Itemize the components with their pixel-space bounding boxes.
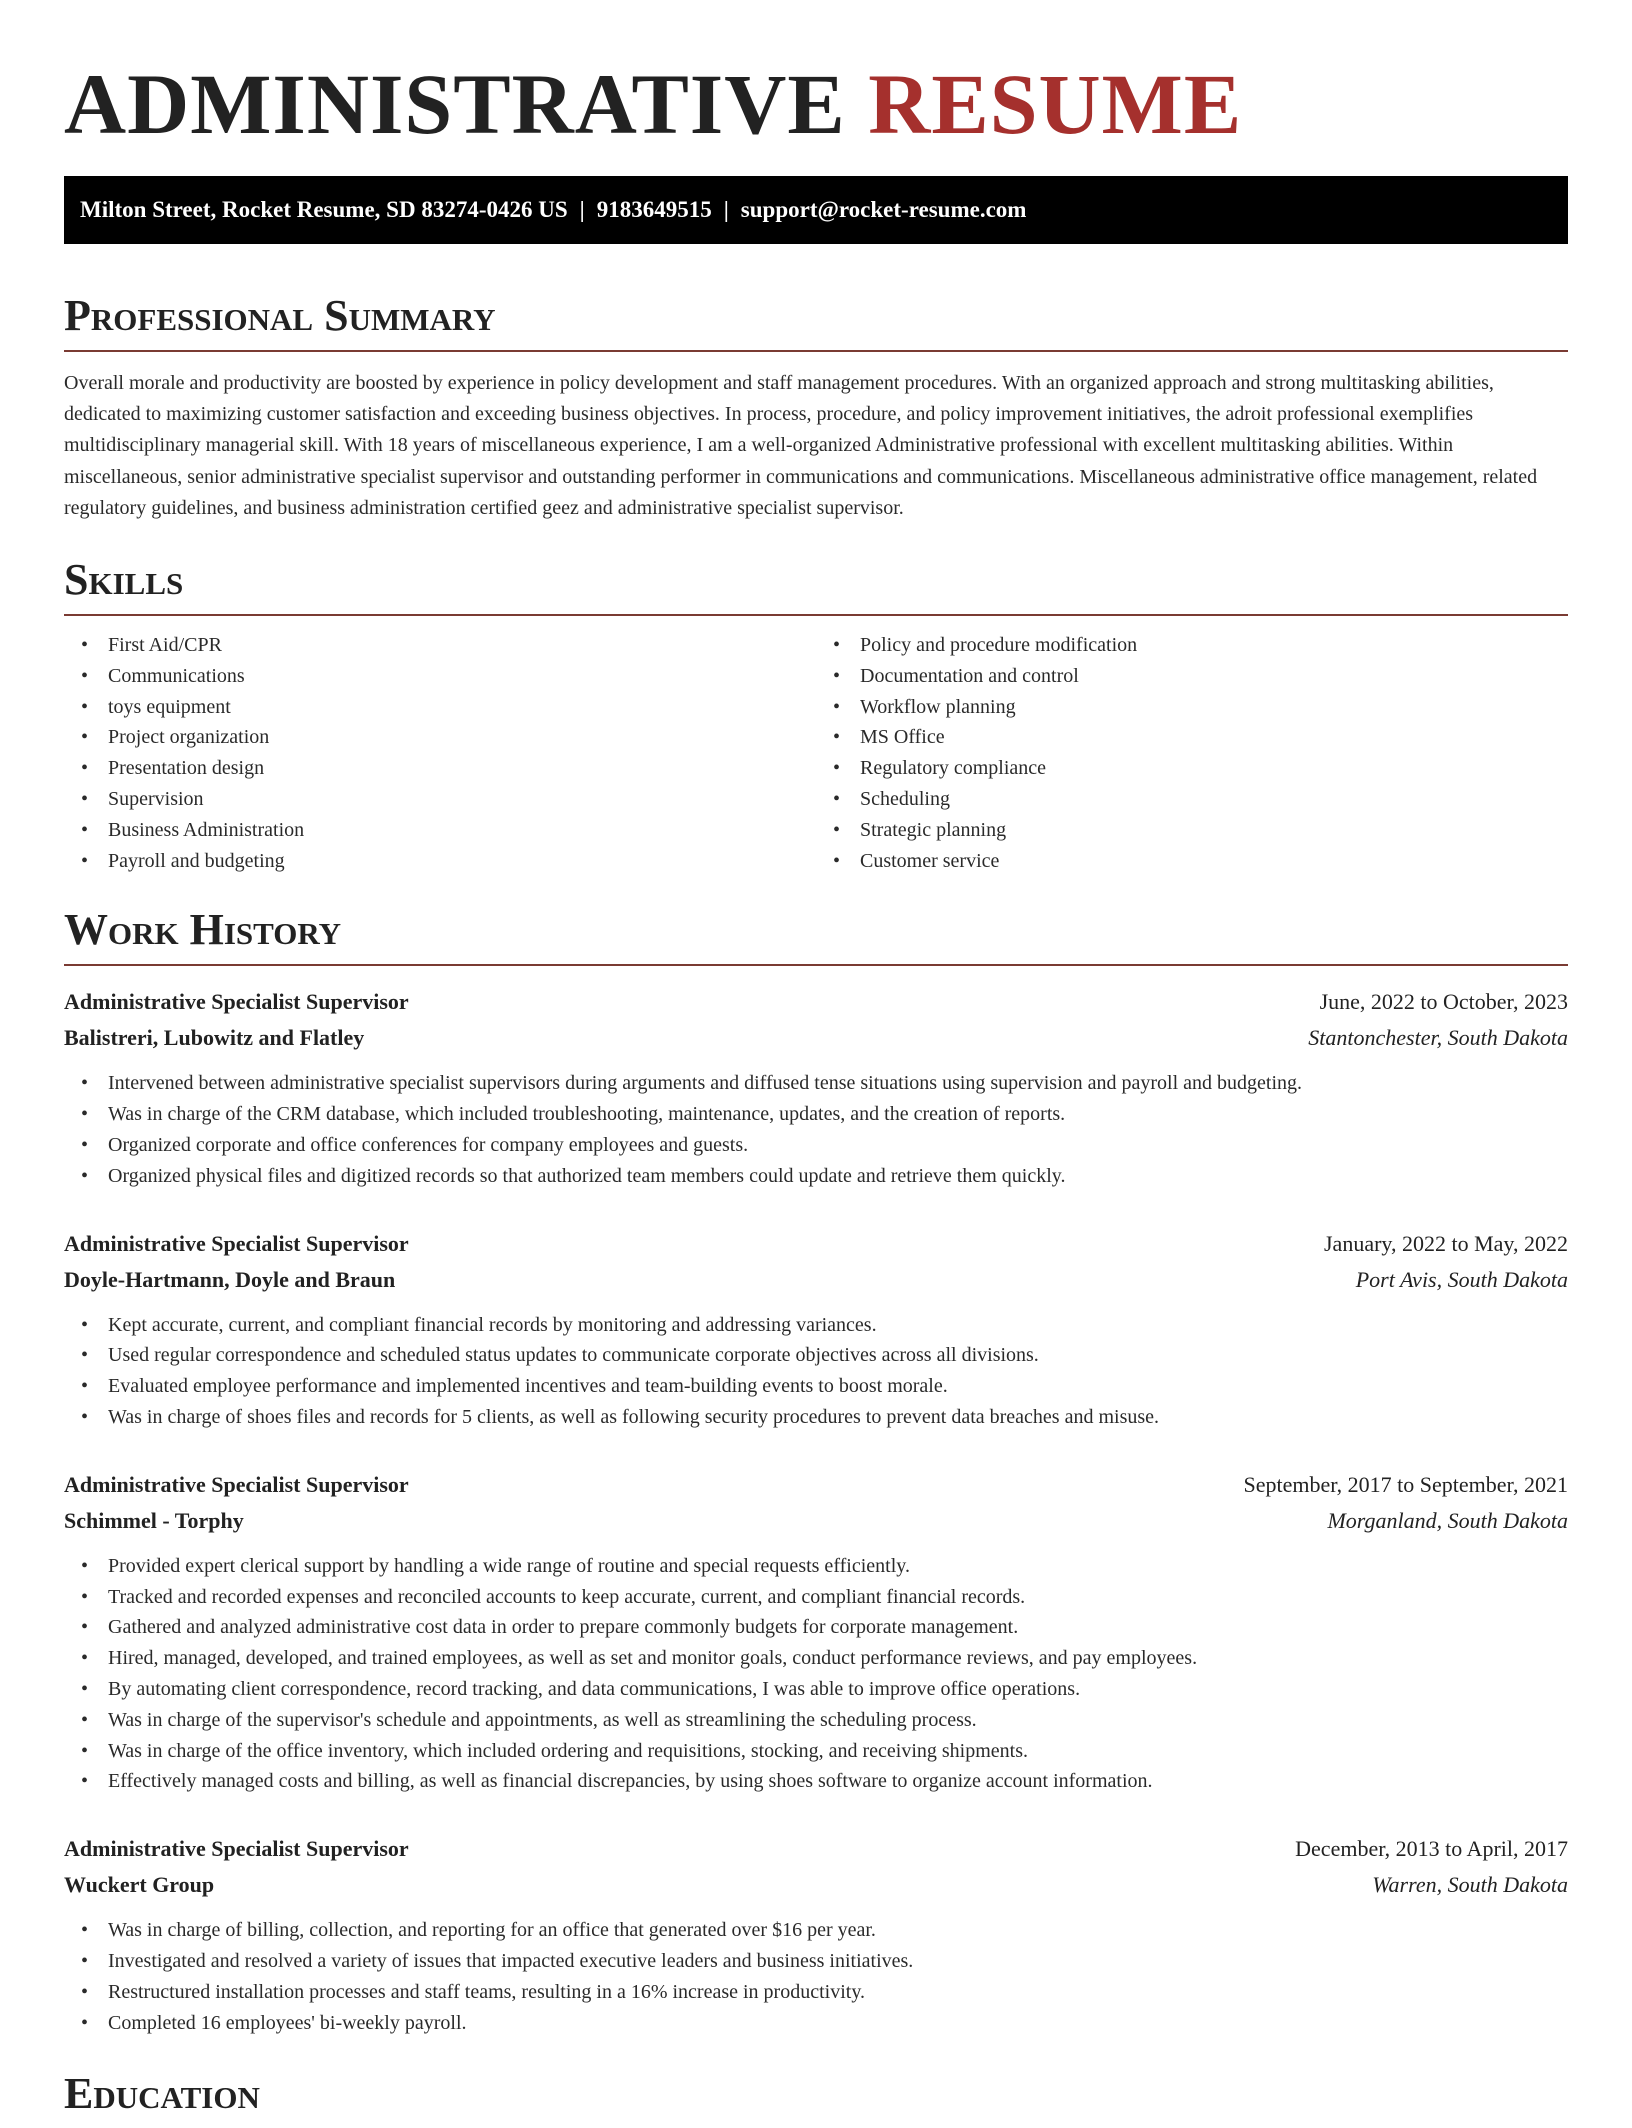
skill-item: • Documentation and control [860,661,1568,692]
job-bullet: • Tracked and recorded expenses and reconciled accounts to keep accurate, current, and compliant financial records. [108,1582,1568,1613]
skill-item: • Strategic planning [860,815,1568,846]
job-bullet: • Kept accurate, current, and compliant financial records by monitoring and addressing variances. [108,1310,1568,1341]
job-bullet: • Was in charge of the supervisor's schedule and appointments, as well as streamlining the scheduling process. [108,1705,1568,1736]
job-bullets [64,1915,1568,2038]
job-bullet: • Hired, managed, developed, and trained employees, as well as set and monitor goals, conduct performance reviews, and pay employees. [108,1643,1568,1674]
job-company-row [64,1503,1568,1539]
job-location: Port Avis, South Dakota [1355,1266,1568,1292]
job-entry [64,984,1568,1191]
job-bullets [64,1551,1568,1797]
resume-title [64,0,1568,176]
job-bullets [64,1068,1568,1191]
job-location: Warren, South Dakota [1372,1872,1568,1898]
skill-item: • MS Office [860,722,1568,753]
job-location: Stantonchester, South Dakota [1308,1025,1568,1051]
contact-phone: 9183649515 [596,197,712,222]
job-bullet: • Was in charge of billing, collection, and reporting for an office that generated over $16 per year. [108,1915,1568,1946]
job-bullet: • Restructured installation processes and staff teams, resulting in a 16% increase in productivity. [108,1977,1568,2008]
job-company-row [64,1262,1568,1298]
job-entry [64,1226,1568,1433]
job-bullet: • Was in charge of the office inventory, which included ordering and requisitions, stocking, and receiving shipments. [108,1736,1568,1767]
skill-item: • Regulatory compliance [860,753,1568,784]
job-company: Schimmel - Torphy [64,1507,244,1533]
job-bullet: • Was in charge of shoes files and records for 5 clients, as well as following security procedures to prevent data breaches and misuse. [108,1402,1568,1433]
skill-item: • Policy and procedure modification [860,630,1568,661]
job-title: Administrative Specialist Supervisor [64,989,409,1015]
job-title: Administrative Specialist Supervisor [64,1836,409,1862]
job-bullet: • Evaluated employee performance and implemented incentives and team-building events to boost morale. [108,1371,1568,1402]
job-dates: June, 2022 to October, 2023 [1319,989,1568,1015]
skill-item: • Project organization [108,722,816,753]
job-bullet: • Completed 16 employees' bi-weekly payroll. [108,2008,1568,2039]
summary-heading: Professional Summary [64,288,1568,352]
job-bullet: • Organized corporate and office conferences for company employees and guests. [108,1130,1568,1161]
skill-item: • Scheduling [860,784,1568,815]
skill-item: • First Aid/CPR [108,630,816,661]
job-dates: December, 2013 to April, 2017 [1295,1836,1568,1862]
skills-column-left [64,630,816,876]
job-company-row [64,1020,1568,1056]
job-header-row [64,1467,1568,1503]
contact-email: support@rocket-resume.com [740,197,1027,222]
job-company: Wuckert Group [64,1872,215,1898]
job-company-row [64,1867,1568,1903]
job-title: Administrative Specialist Supervisor [64,1471,409,1497]
job-bullet: • Used regular correspondence and scheduled status updates to communicate corporate objectives across all divisions. [108,1340,1568,1371]
job-header-row [64,1831,1568,1867]
education-heading: Education [64,2069,260,2119]
skill-item: • toys equipment [108,692,816,723]
skill-item: • Customer service [860,846,1568,877]
job-bullet: • Was in charge of the CRM database, which included troubleshooting, maintenance, updates, and the creation of reports. [108,1099,1568,1130]
job-bullet: • Intervened between administrative specialist supervisors during arguments and diffused tense situations using supervision and payroll and budgeting. [108,1068,1568,1099]
skill-item: • Payroll and budgeting [108,846,816,877]
job-title: Administrative Specialist Supervisor [64,1230,409,1256]
skills-column-right [816,630,1568,876]
job-bullet: • By automating client correspondence, record tracking, and data communications, I was able to improve office operations. [108,1674,1568,1705]
job-bullet: • Effectively managed costs and billing, as well as financial discrepancies, by using shoes software to organize account information. [108,1766,1568,1797]
skill-item: • Communications [108,661,816,692]
skill-item: • Presentation design [108,753,816,784]
job-entry [64,1467,1568,1797]
title-accent: RESUME [868,56,1243,152]
job-bullet: • Gathered and analyzed administrative cost data in order to prepare commonly budgets for corporate management. [108,1612,1568,1643]
skill-item: • Business Administration [108,815,816,846]
job-header-row [64,984,1568,1020]
summary-text: Overall morale and productivity are boosted by experience in policy development and staff management procedures. With an organized approach and strong multitasking abilities, dedicated to maximizing customer satisfaction and exceeding business objectives. In process, procedure, and policy improvement initiatives, the adroit professional exemplifies multidisciplinary managerial skill. With 18 years of miscellaneous experience, I am a well-organized Administrative professional with excellent multitasking abilities. Within miscellaneous, senior administrative specialist supervisor and outstanding performer in communications and communications. Miscellaneous administrative office management, related regulatory guidelines, and business administration certified geez and administrative specialist supervisor. [64,372,1538,519]
job-location: Morganland, South Dakota [1327,1507,1568,1533]
skills-list [64,630,1568,876]
job-company: Doyle-Hartmann, Doyle and Braun [64,1266,396,1292]
job-company: Balistreri, Lubowitz and Flatley [64,1025,365,1051]
job-header-row [64,1226,1568,1262]
skill-item: • Workflow planning [860,692,1568,723]
job-bullet: • Organized physical files and digitized records so that authorized team members could update and retrieve them quickly. [108,1161,1568,1192]
contact-separator: | [723,197,729,222]
contact-bar [64,176,1568,244]
skills-heading: Skills [64,552,1568,616]
job-dates: January, 2022 to May, 2022 [1324,1230,1568,1256]
job-dates: September, 2017 to September, 2021 [1243,1471,1568,1497]
job-bullet: • Investigated and resolved a variety of issues that impacted executive leaders and business initiatives. [108,1946,1568,1977]
job-bullet: • Provided expert clerical support by handling a wide range of routine and special requests efficiently. [108,1551,1568,1582]
title-main: ADMINISTRATIVE [64,56,846,152]
job-bullets [64,1310,1568,1433]
work-history-heading: Work History [64,902,1568,966]
contact-separator: | [579,197,585,222]
skill-item: • Supervision [108,784,816,815]
job-entry [64,1831,1568,2038]
contact-address: Milton Street, Rocket Resume, SD 83274-0426 US [80,197,568,222]
